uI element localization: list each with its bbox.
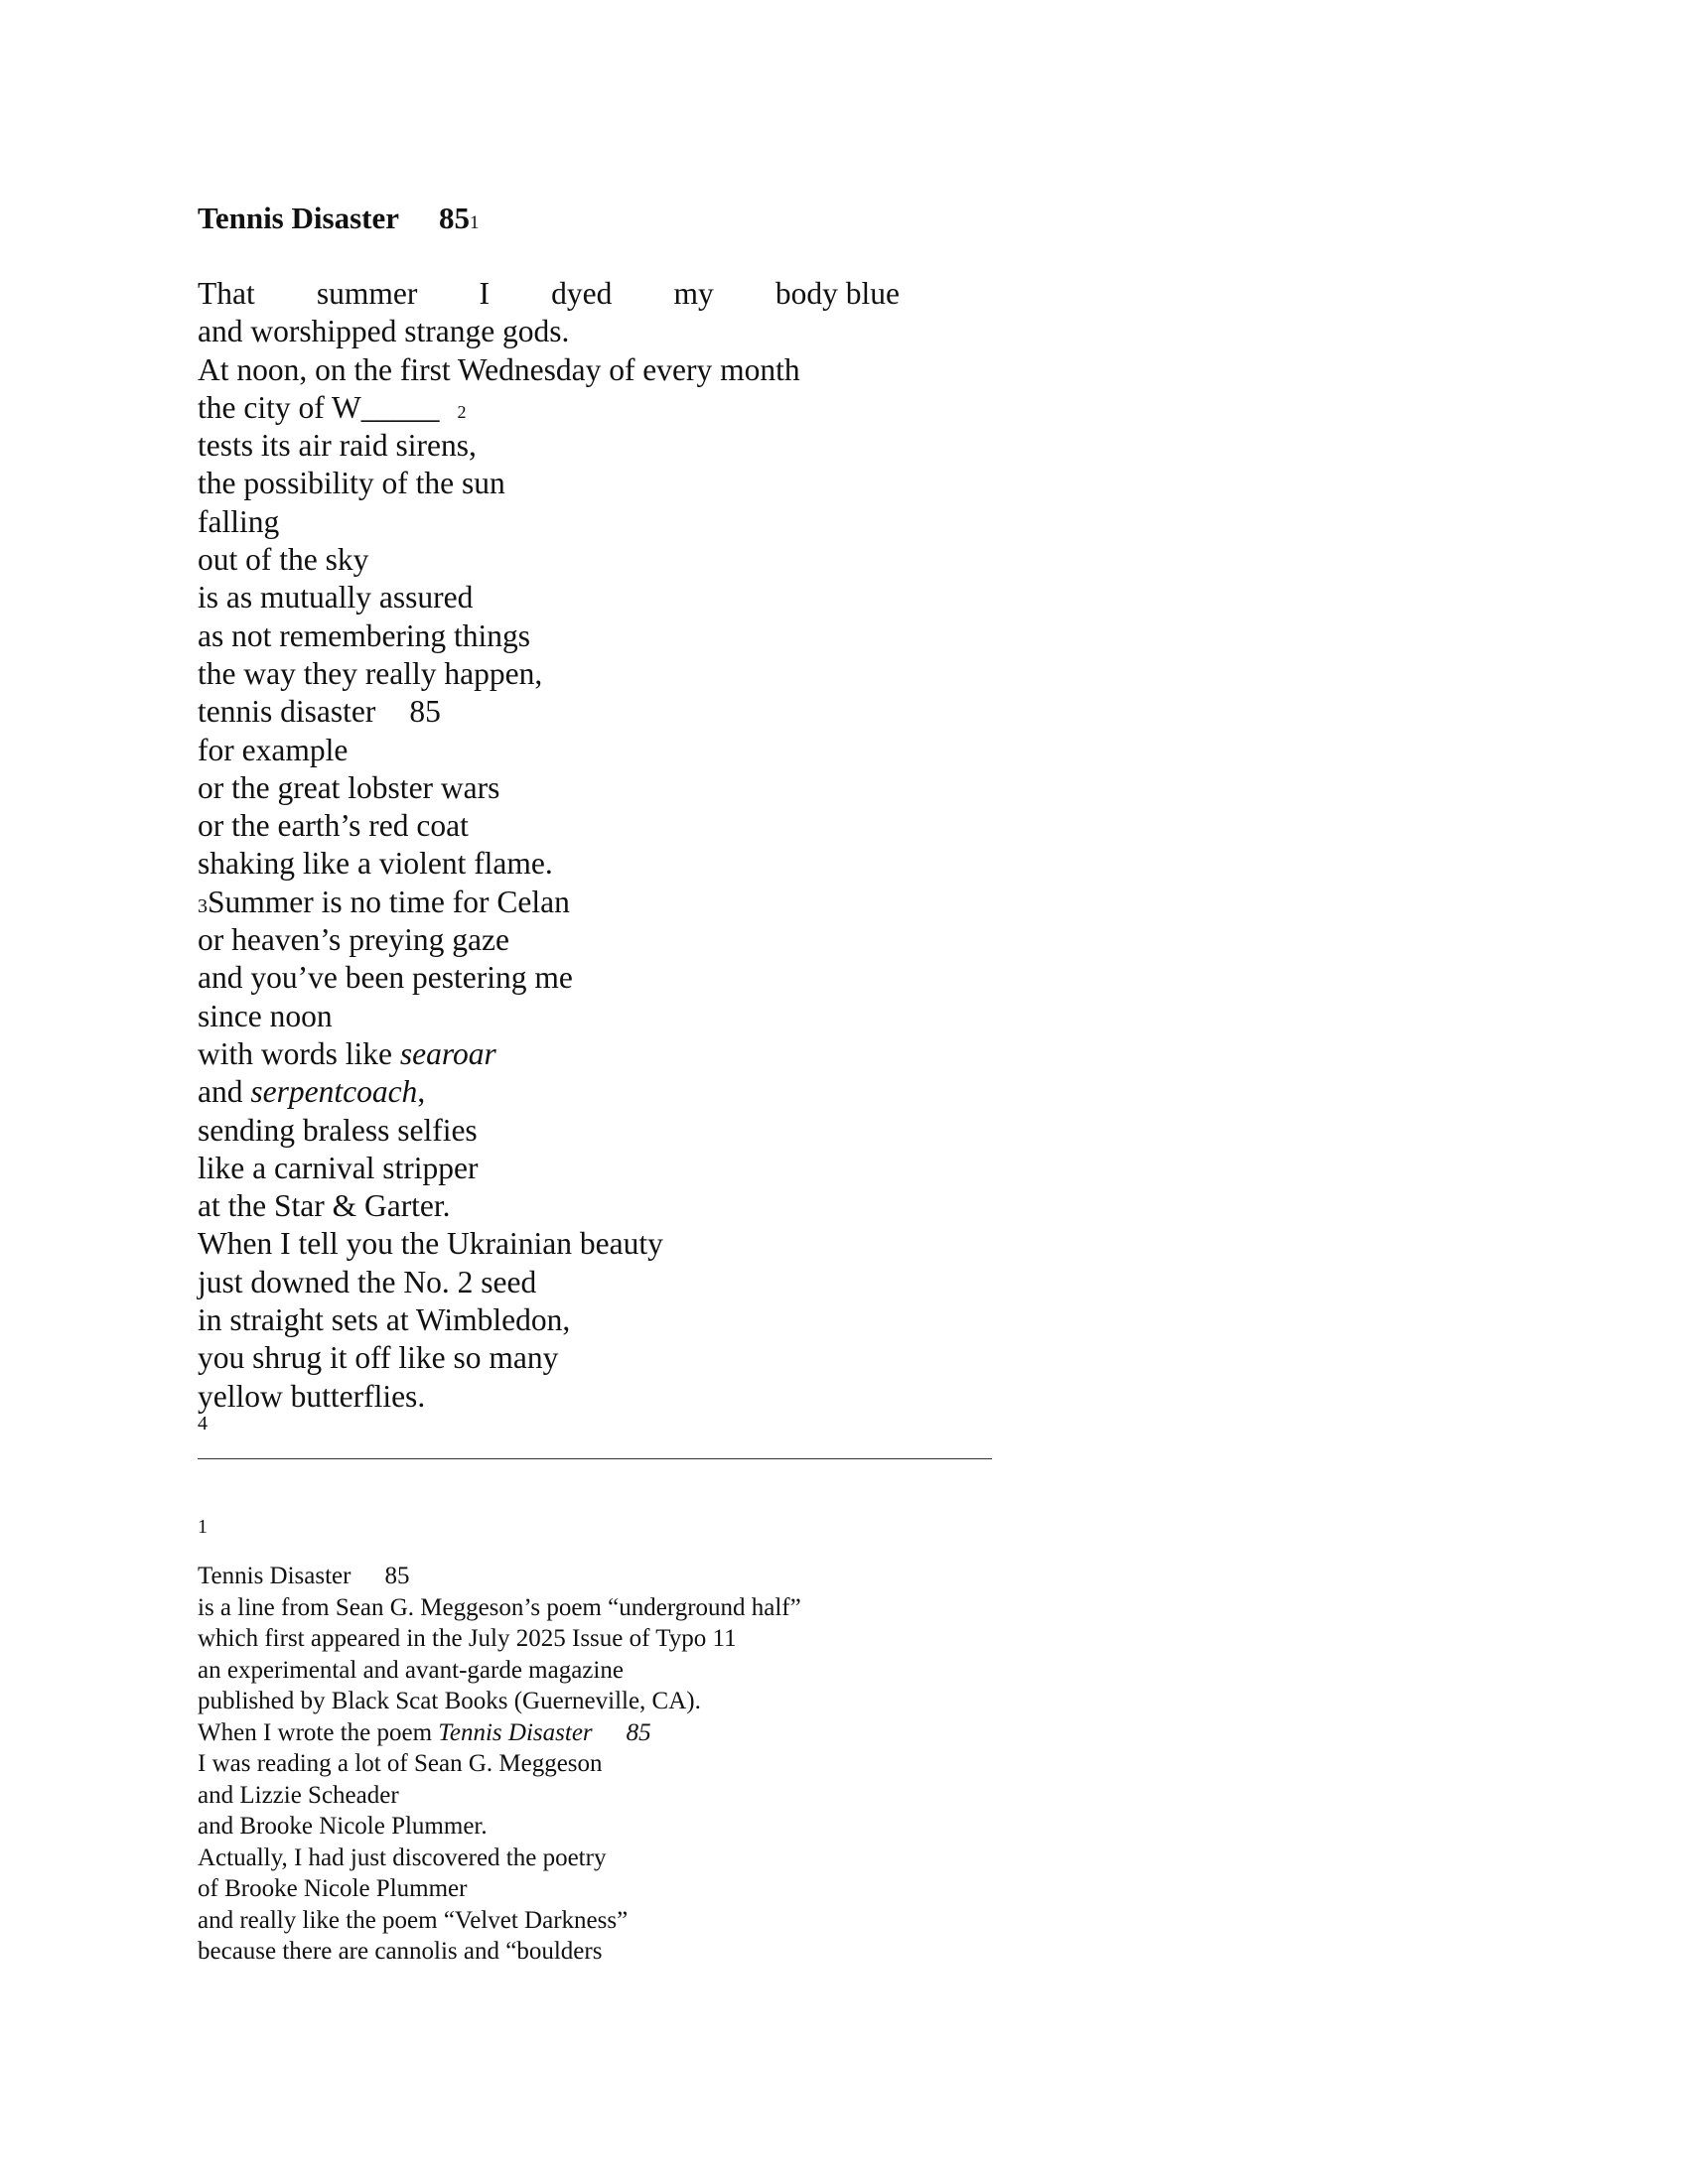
poem-line-4-text: the city of W_____ <box>198 389 440 425</box>
poem-body <box>198 275 900 1416</box>
poem-line-18: or heaven’s preying gaze <box>198 922 509 958</box>
footnote-ref-3: 3 <box>198 894 208 917</box>
page-title <box>198 199 479 243</box>
poem-line-12 <box>198 693 900 731</box>
poem-line-11: the way they really happen, <box>198 655 543 691</box>
poem-word: I <box>479 276 490 311</box>
poem-line-15: or the earth’s red coat <box>198 808 469 844</box>
poem-line-22-comma: , <box>417 1074 426 1110</box>
footnote-separator <box>198 1458 992 1459</box>
poem-line-16: shaking like a violent flame. <box>198 846 553 882</box>
poem-word: my <box>673 276 714 311</box>
poem-line-21-text: with words like <box>198 1035 400 1071</box>
title-number: 85 <box>438 201 470 235</box>
poem-word: That <box>198 276 255 311</box>
poem-line-22-text: and <box>198 1074 251 1110</box>
poem-word: dyed <box>551 276 613 311</box>
poem-line-7: falling <box>198 503 280 539</box>
poem-line-28: in straight sets at Wimbledon, <box>198 1302 571 1338</box>
footnote-marker-4: 4 <box>198 1413 208 1434</box>
poem-line-10: as not remembering things <box>198 617 531 653</box>
poem-line-19: and you’ve been pestering me <box>198 960 573 996</box>
footnote-line-6 <box>198 1717 801 1749</box>
footnote-line-7: I was reading a lot of Sean G. Meggeson <box>198 1750 603 1777</box>
poem-line-20: since noon <box>198 998 333 1033</box>
poem-line-30: yellow butterflies. <box>198 1378 426 1414</box>
footnote-line-9: and Brooke Nicole Plummer. <box>198 1813 488 1840</box>
footnote-line-1-text: Tennis Disaster <box>198 1563 352 1589</box>
poem-line-6: the possibility of the sun <box>198 466 505 501</box>
poem-line-22-italic: serpentcoach <box>250 1074 418 1110</box>
poem-line-17-text: Summer is no time for Celan <box>208 884 570 919</box>
footnote-line-6-italic: Tennis Disaster <box>438 1718 593 1746</box>
footnote-line-4: an experimental and avant-garde magazine <box>198 1656 624 1684</box>
title-footnote-ref: 1 <box>469 212 480 233</box>
poem-line-14: or the great lobster wars <box>198 769 500 805</box>
footnote-line-11: of Brooke Nicole Plummer <box>198 1875 468 1902</box>
poem-line-21 <box>198 1035 900 1073</box>
footnote-line-3: which first appeared in the July 2025 Issue of Typo 11 <box>198 1625 737 1652</box>
footnote-marker-1: 1 <box>198 1516 208 1538</box>
poem-line-26: When I tell you the Ukrainian beauty <box>198 1226 663 1262</box>
poem-word: summer <box>316 276 418 311</box>
poem-line-2: and worshipped strange gods. <box>198 314 570 349</box>
poem-line-12-number: 85 <box>409 694 441 730</box>
title-text: Tennis Disaster <box>198 201 399 235</box>
poem-line-25: at the Star & Garter. <box>198 1188 451 1224</box>
poem-line-8: out of the sky <box>198 542 369 578</box>
poem-line-9: is as mutually assured <box>198 580 474 615</box>
poem-line-21-italic: searoar <box>399 1035 496 1071</box>
footnote-ref-2: 2 <box>457 401 467 422</box>
poem-line-29: you shrug it off like so many <box>198 1340 559 1376</box>
poem-word: body blue <box>774 276 900 311</box>
footnote-line-10: Actually, I had just discovered the poetry <box>198 1843 607 1871</box>
poem-line-12-text: tennis disaster <box>198 694 376 730</box>
poem-line-5: tests its air raid sirens, <box>198 428 477 464</box>
poem-line-23: sending braless selfies <box>198 1112 478 1148</box>
poem-line-13: for example <box>198 732 349 767</box>
poem-line-24: like a carnival stripper <box>198 1150 479 1185</box>
footnote-line-12: and really like the poem “Velvet Darkness” <box>198 1906 629 1934</box>
poem-line-1 <box>198 275 900 313</box>
footnote-line-1-number: 85 <box>384 1563 410 1589</box>
footnote-line-13: because there are cannolis and “boulders <box>198 1938 603 1965</box>
poem-line-3: At noon, on the first Wednesday of every month <box>198 351 800 387</box>
poem-line-22 <box>198 1073 900 1111</box>
footnote-line-5: published by Black Scat Books (Guerneville, CA). <box>198 1688 701 1714</box>
poem-line-4 <box>198 389 900 427</box>
footnote-line-2: is a line from Sean G. Meggeson’s poem “underground half” <box>198 1593 801 1621</box>
footnote-line-6-text: When I wrote the poem <box>198 1718 439 1746</box>
footnote-line-8: and Lizzie Scheader <box>198 1781 399 1809</box>
footnote-body <box>198 1561 801 1968</box>
poem-line-17 <box>198 884 900 921</box>
footnote-line-1 <box>198 1561 801 1592</box>
footnote-line-6-number: 85 <box>626 1718 651 1746</box>
poem-line-27: just downed the No. 2 seed <box>198 1264 537 1299</box>
